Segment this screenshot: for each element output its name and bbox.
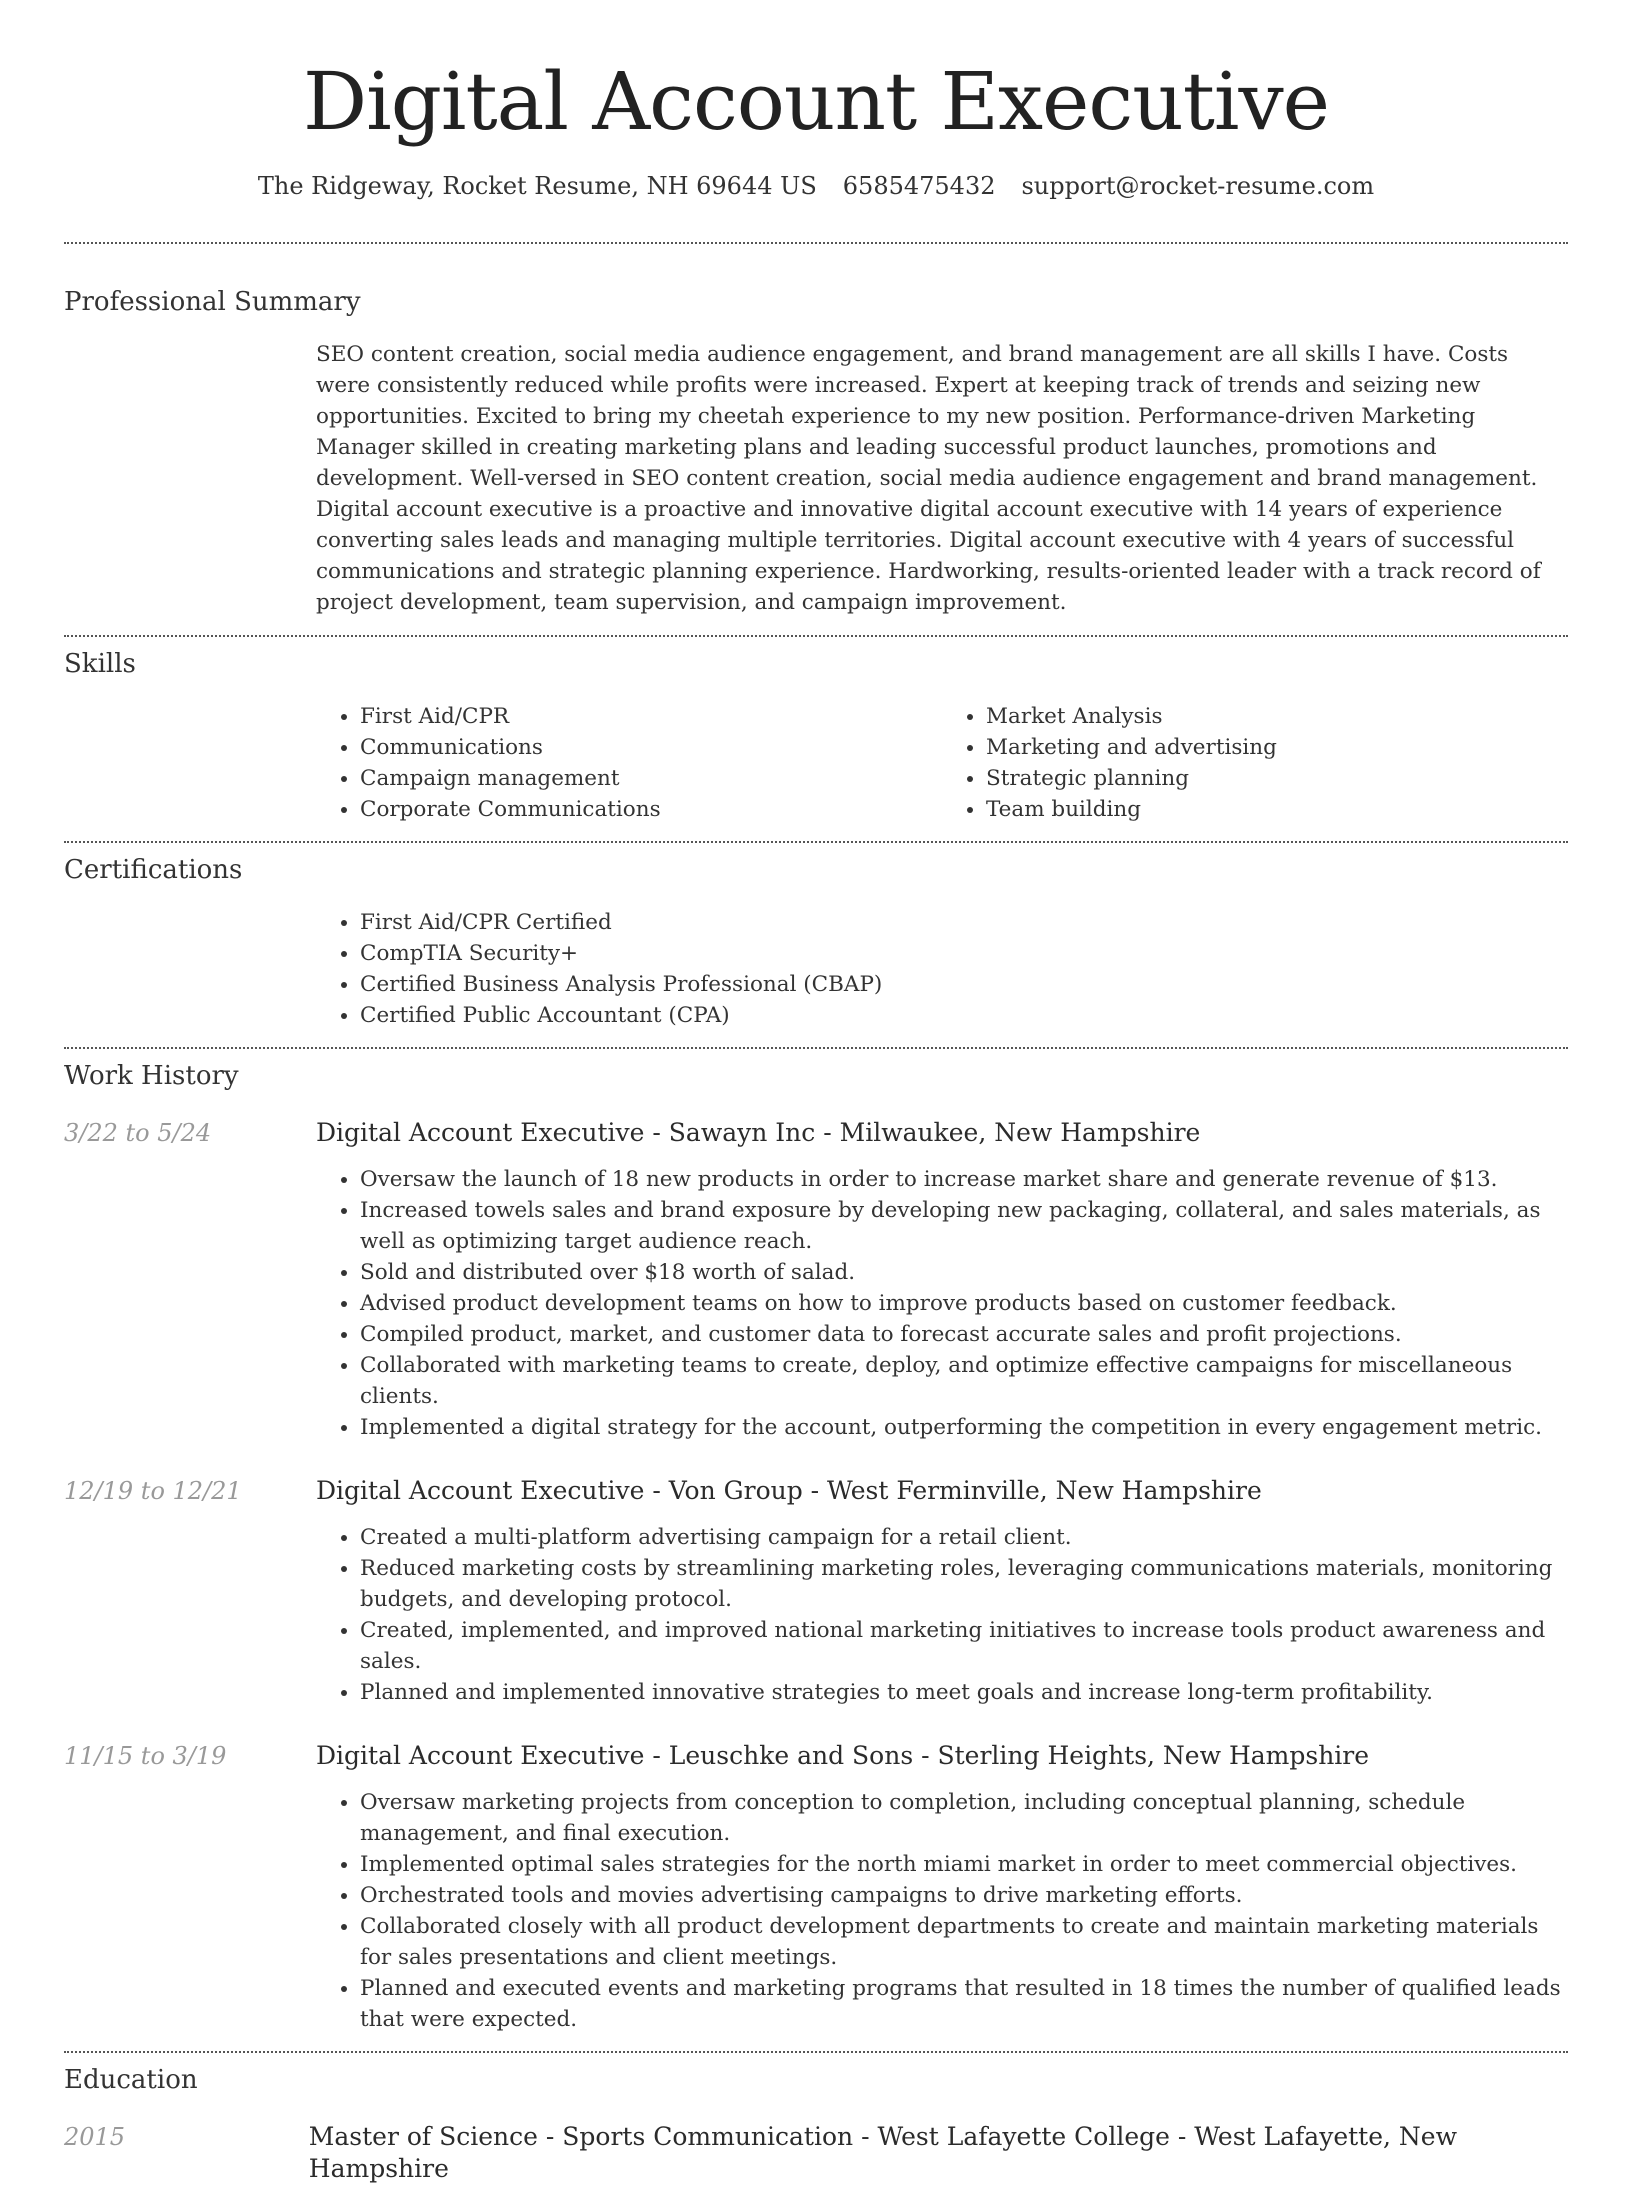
education-year: 2015 (64, 2123, 126, 2151)
divider (64, 2051, 1568, 2053)
skill-item: • Market Analysis (986, 701, 1568, 732)
job-dates: 11/15 to 3/19 (64, 1742, 227, 1770)
job-bullet: • Advised product development teams on how to improve products based on customer feedback. (360, 1288, 1568, 1319)
job-bullet: • Oversaw marketing projects from conception to completion, including conceptual planning, schedule management, and final execution. (360, 1787, 1568, 1849)
divider (64, 635, 1568, 637)
job-bullet: • Collaborated closely with all product development departments to create and maintain marketing materials for sales presentations and client meetings. (360, 1911, 1568, 1973)
divider (64, 1047, 1568, 1049)
job-bullets (316, 1164, 1568, 1443)
skills-columns (316, 701, 1568, 825)
job-bullet: • Planned and executed events and marketing programs that resulted in 18 times the number of qualified leads that were expected. (360, 1973, 1568, 2035)
job-title: Digital Account Executive - Sawayn Inc - Milwaukee, New Hampshire (316, 1118, 1201, 1147)
divider (64, 242, 1568, 244)
section-heading-certifications: Certifications (64, 855, 243, 885)
skill-item: • Corporate Communications (360, 794, 942, 825)
job-dates: 3/22 to 5/24 (64, 1119, 212, 1147)
job-bullet: • Compiled product, market, and customer data to forecast accurate sales and profit projections. (360, 1319, 1568, 1350)
certifications-body (316, 907, 1568, 1031)
section-heading-education: Education (64, 2065, 198, 2095)
certification-item: • CompTIA Security+ (360, 938, 1568, 969)
section-heading-skills: Skills (64, 649, 136, 679)
summary-text: SEO content creation, social media audience engagement, and brand management are all skills I have. Costs were consistently reduced while profits were increased. Expert at keeping track of trends and seizing new opportunities. Excited to bring my cheetah experience to my new position. Performance-driven Marketing Manager skilled in creating marketing plans and leading successful product launches, promotions and development. Well-versed in SEO content creation, social media audience engagement and brand management. Digital account executive is a proactive and innovative digital account executive with 14 years of experience converting sales leads and managing multiple territories. Digital account executive with 4 years of successful communications and strategic planning experience. Hardworking, results-oriented leader with a track record of project development, team supervision, and campaign improvement. (316, 342, 1541, 615)
job-bullet: • Created a multi-platform advertising campaign for a retail client. (360, 1522, 1568, 1553)
job-title: Digital Account Executive - Leuschke and Sons - Sterling Heights, New Hampshire (316, 1741, 1370, 1770)
job-title: Digital Account Executive - Von Group - West Ferminville, New Hampshire (316, 1476, 1262, 1505)
skill-item: • Strategic planning (986, 763, 1568, 794)
certification-item: • First Aid/CPR Certified (360, 907, 1568, 938)
job-bullet-list (316, 1522, 1568, 1708)
job-bullets (316, 1787, 1568, 2035)
certifications-list (316, 907, 1568, 1031)
contact-address: The Ridgeway, Rocket Resume, NH 69644 US (257, 172, 817, 200)
job-bullet: • Reduced marketing costs by streamlining marketing roles, leveraging communications materials, monitoring budgets, and developing protocol. (360, 1553, 1568, 1615)
job-dates: 12/19 to 12/21 (64, 1477, 242, 1505)
job-bullet: • Implemented a digital strategy for the account, outperforming the competition in every engagement metric. (360, 1412, 1568, 1443)
job-bullet: • Increased towels sales and brand exposure by developing new packaging, collateral, and sales materials, as well as optimizing target audience reach. (360, 1195, 1568, 1257)
job-entry (64, 1475, 1568, 1708)
job-entry (64, 1117, 1568, 1443)
education-entry (64, 2121, 1568, 2185)
job-bullet: • Planned and implemented innovative strategies to meet goals and increase long-term profitability. (360, 1677, 1568, 1708)
skill-item: • Marketing and advertising (986, 732, 1568, 763)
job-bullets (316, 1522, 1568, 1708)
skill-item: • Campaign management (360, 763, 942, 794)
job-bullet-list (316, 1787, 1568, 2035)
job-bullet: • Created, implemented, and improved national marketing initiatives to increase tools product awareness and sales. (360, 1615, 1568, 1677)
education-title: Master of Science - Sports Communication - West Lafayette College - West Lafayette, New Hampshire (308, 2122, 1457, 2183)
job-bullet: • Oversaw the launch of 18 new products in order to increase market share and generate revenue of $13. (360, 1164, 1568, 1195)
contact-email[interactable]: support@rocket-resume.com (1021, 172, 1375, 200)
skill-item: • Team building (986, 794, 1568, 825)
divider (64, 841, 1568, 843)
resume-name: Digital Account Executive (302, 55, 1329, 148)
job-bullet: • Orchestrated tools and movies advertising campaigns to drive marketing efforts. (360, 1880, 1568, 1911)
certification-item: • Certified Business Analysis Professional (CBAP) (360, 969, 1568, 1000)
job-bullet: • Implemented optimal sales strategies for the north miami market in order to meet commercial objectives. (360, 1849, 1568, 1880)
contact-phone: 6585475432 (842, 172, 996, 200)
contact-line (64, 170, 1568, 202)
job-bullet: • Sold and distributed over $18 worth of salad. (360, 1257, 1568, 1288)
job-header (64, 1475, 1568, 1507)
skills-list-right (942, 701, 1568, 825)
job-bullet: • Collaborated with marketing teams to create, deploy, and optimize effective campaigns for miscellaneous clients. (360, 1350, 1568, 1412)
section-heading-summary: Professional Summary (64, 287, 361, 317)
skill-item: • First Aid/CPR (360, 701, 942, 732)
job-header (64, 1740, 1568, 1772)
skill-item: • Communications (360, 732, 942, 763)
job-header (64, 1117, 1568, 1149)
job-entry (64, 1740, 1568, 2035)
skills-list-left (316, 701, 942, 825)
job-bullet-list (316, 1164, 1568, 1443)
summary-body (316, 339, 1568, 618)
certification-item: • Certified Public Accountant (CPA) (360, 1000, 1568, 1031)
section-heading-work: Work History (64, 1061, 239, 1091)
